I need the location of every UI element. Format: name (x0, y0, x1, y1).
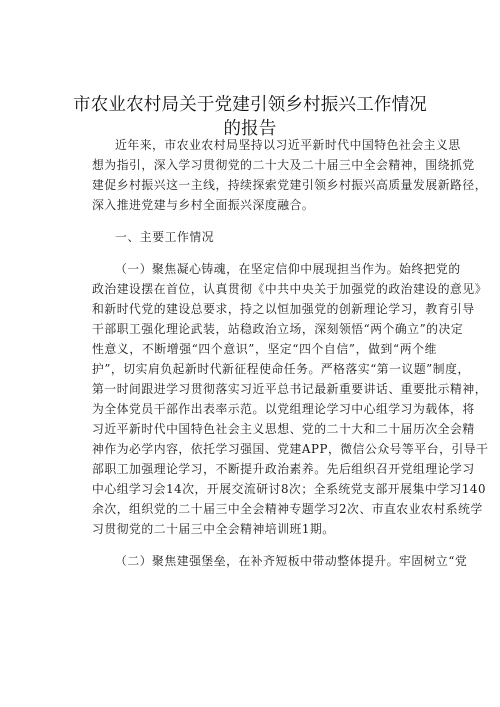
paragraph-1-line: 深入推进党建与乡村全面振兴深度融合。 (92, 198, 315, 212)
paragraph-2-line: 和新时代党的建设总要求，持之以恒加强党的创新理论学习，教育引导 (92, 302, 475, 316)
paragraph-1-line: 近年来，市农业农村局坚持以习近平新时代中国特色社会主义思 (115, 138, 461, 152)
section-heading: 一、主要工作情况 (115, 230, 215, 244)
paragraph-2-line: 余次，组织党的二十届三中全会精神专题学习2次、市直农业农村系统学 (92, 502, 483, 516)
paragraph-2-line: 第一时间跟进学习贯彻落实习近平总书记最新重要讲话、重要批示精神， (92, 382, 488, 396)
paragraph-2-line: 干部职工强化理论武装，站稳政治立场，深刻领悟“两个确立”的决定 (92, 322, 464, 336)
paragraph-2-line: （一）聚焦凝心铸魂，在坚定信仰中展现担当作为。始终把党的 (115, 262, 461, 276)
paragraph-1-line: 想为指引，深入学习贯彻党的二十大及二十届三中全会精神，围绕抓党 (92, 158, 475, 172)
document-title-line-2: 的报告 (223, 119, 277, 139)
paragraph-2-line: 部职工加强理论学习，不断提升政治素养。先后组织召开党组理论学习 (92, 462, 475, 476)
paragraph-1-line: 建促乡村振兴这一主线，持续探索党建引领乡村振兴高质量发展新路径， (92, 178, 488, 192)
paragraph-2-line: 性意义，不断增强“四个意识”，坚定“四个自信”，做到“两个维 (92, 342, 437, 356)
paragraph-2-line: 为全体党员干部作出表率示范。以党组理论学习中心组学习为载体，将 (92, 402, 475, 416)
paragraph-2-line: 神作为必学内容，依托学习强国、党建APP，微信公众号等平台，引导干 (92, 442, 489, 456)
paragraph-2-line: 护”，切实肩负起新时代新征程使命任务。严格落实“第一议题”制度， (92, 362, 470, 376)
paragraph-2-line: 习贯彻党的二十届三中全会精神培训班1期。 (92, 522, 335, 536)
paragraph-2-line: 政治建设摆在首位，认真贯彻《中共中央关于加强党的政治建设的意见》 (92, 282, 488, 296)
paragraph-2-line: 习近平新时代中国特色社会主义思想、党的二十大和二十届历次全会精 (92, 422, 475, 436)
paragraph-3-line: （二）聚焦建强堡垒，在补齐短板中带动整体提升。牢固树立“党 (115, 554, 468, 568)
paragraph-2-line: 中心组学习会14次，开展交流研讨8次；全系统党支部开展集中学习140 (92, 482, 487, 496)
document-title-line-1: 市农业农村局关于党建引领乡村振兴工作情况 (73, 95, 427, 115)
